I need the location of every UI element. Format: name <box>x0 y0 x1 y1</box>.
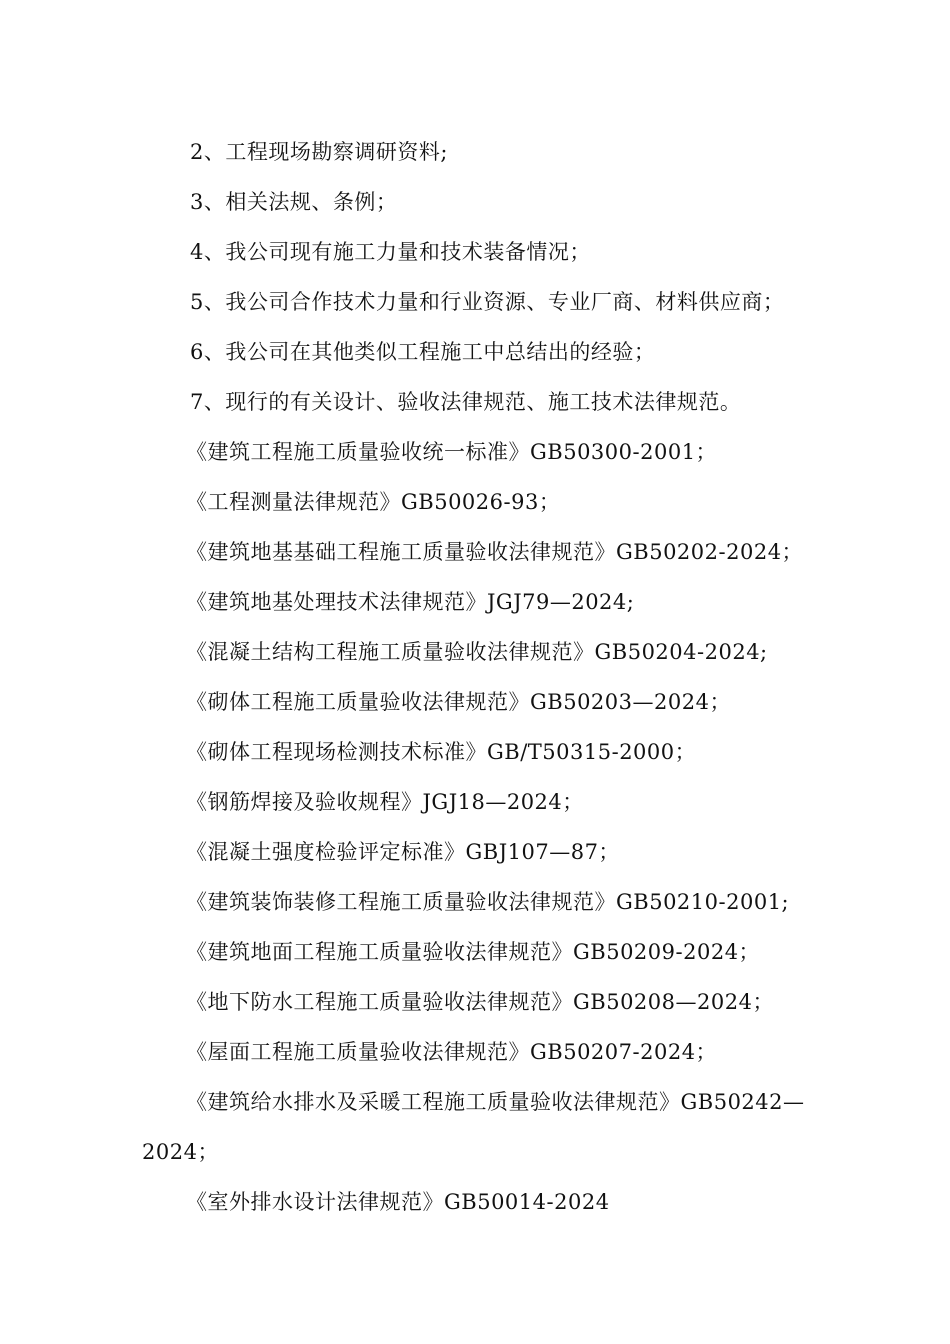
standard-item: 《建筑给水排水及采暖工程施工质量验收法律规范》GB50242— <box>186 1090 805 1114</box>
standard-item: 《工程测量法律规范》GB50026-93； <box>186 490 561 514</box>
list-item: 6、我公司在其他类似工程施工中总结出的经验； <box>190 340 656 364</box>
list-item: 2、工程现场勘察调研资料; <box>190 140 448 164</box>
standard-item: 《建筑工程施工质量验收统一标准》GB50300-2001； <box>186 440 718 464</box>
standard-item: 《建筑地基基础工程施工质量验收法律规范》GB50202-2024； <box>186 540 804 564</box>
standard-item-continuation: 2024； <box>142 1140 219 1164</box>
standard-item: 《室外排水设计法律规范》GB50014-2024 <box>186 1190 610 1214</box>
standard-item: 《混凝土结构工程施工质量验收法律规范》GB50204-2024; <box>186 640 768 664</box>
standard-item: 《地下防水工程施工质量验收法律规范》GB50208—2024； <box>186 990 774 1014</box>
standard-item: 《建筑装饰装修工程施工质量验收法律规范》GB50210-2001; <box>186 890 790 914</box>
standard-item: 《屋面工程施工质量验收法律规范》GB50207-2024； <box>186 1040 718 1064</box>
list-item: 3、相关法规、条例； <box>190 190 398 214</box>
standard-item: 《建筑地面工程施工质量验收法律规范》GB50209-2024； <box>186 940 761 964</box>
standard-item: 《混凝土强度检验评定标准》GBJ107—87； <box>186 840 620 864</box>
standard-item: 《钢筋焊接及验收规程》JGJ18—2024； <box>186 790 584 814</box>
standard-item: 《砌体工程现场检测技术标准》GB/T50315-2000； <box>186 740 697 764</box>
standard-item: 《砌体工程施工质量验收法律规范》GB50203—2024； <box>186 690 731 714</box>
standard-item: 《建筑地基处理技术法律规范》JGJ79—2024; <box>186 590 635 614</box>
list-item: 7、现行的有关设计、验收法律规范、施工技术法律规范。 <box>190 390 742 414</box>
list-item: 5、我公司合作技术力量和行业资源、专业厂商、材料供应商； <box>190 290 785 314</box>
list-item: 4、我公司现有施工力量和技术装备情况； <box>190 240 591 264</box>
